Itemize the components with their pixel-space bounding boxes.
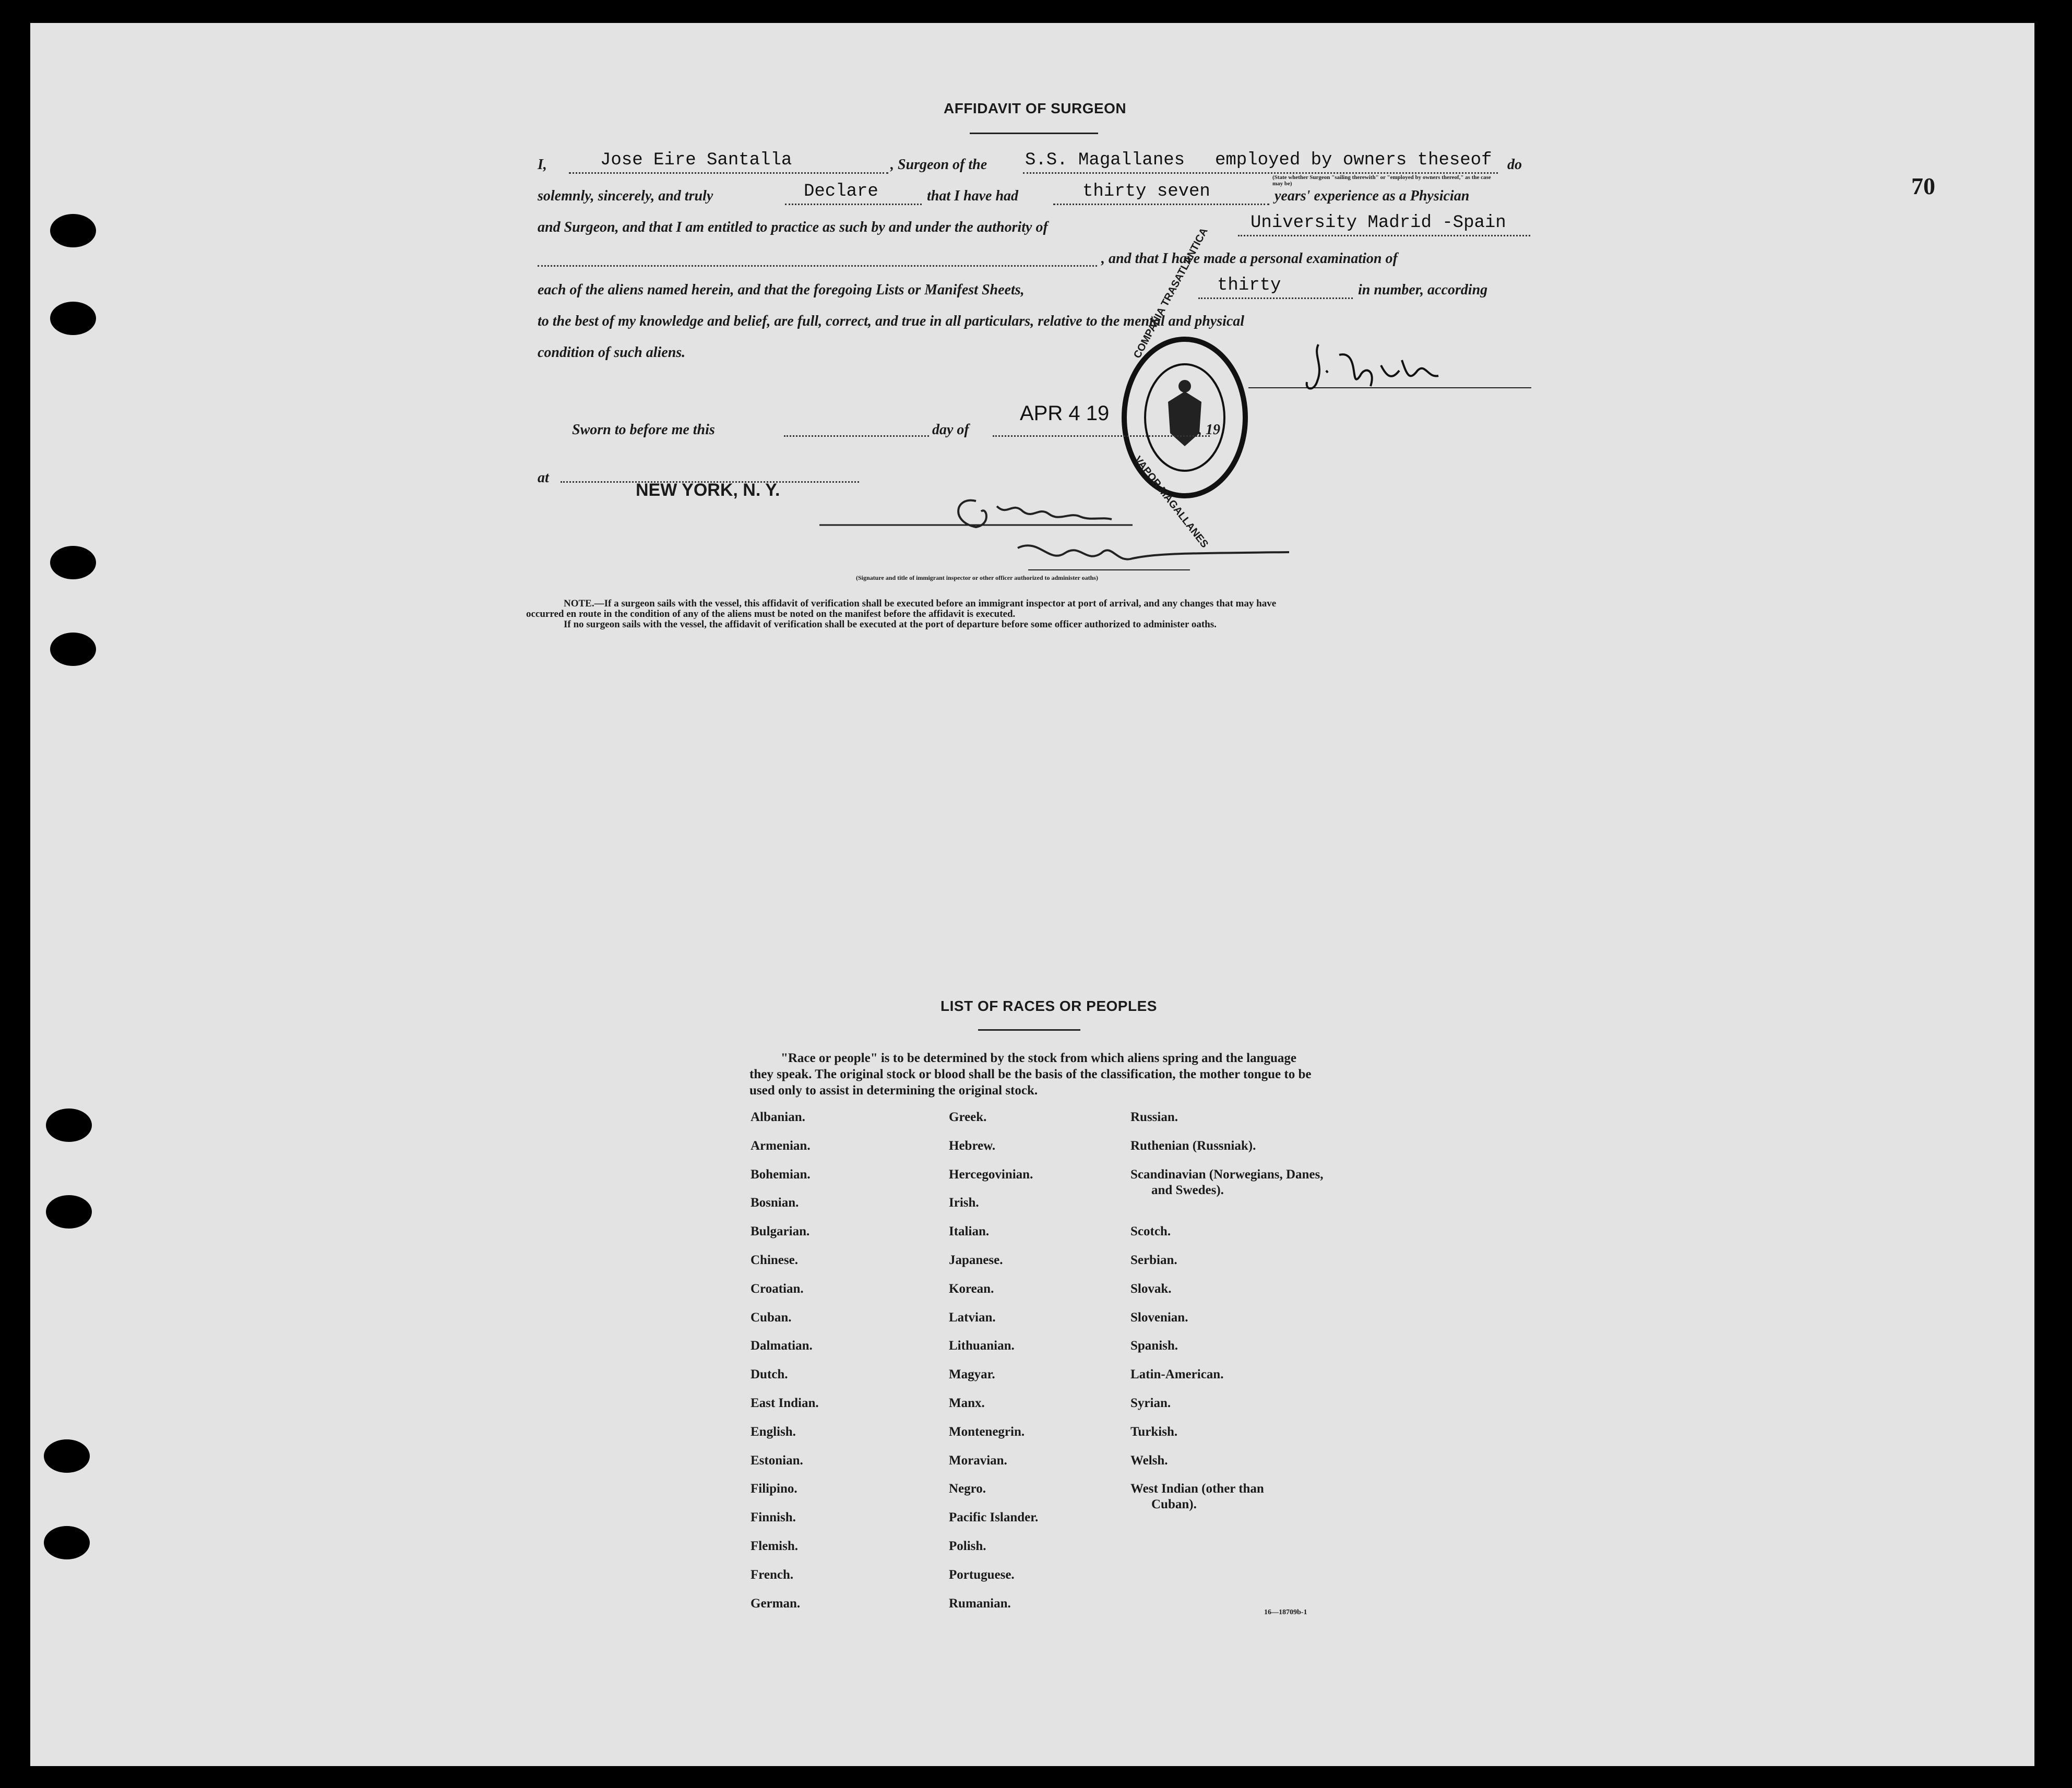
race-item: Polish. (949, 1539, 986, 1553)
race-item: Negro. (949, 1482, 986, 1496)
race-item: Bosnian. (751, 1196, 799, 1210)
race-item: Japanese. (949, 1253, 1003, 1267)
affidavit-text: , Surgeon of the (890, 157, 987, 173)
race-item: Italian. (949, 1224, 990, 1239)
races-title-underline (978, 1029, 1080, 1031)
affidavit-text: I, (538, 157, 547, 173)
race-item: Syrian. (1130, 1396, 1171, 1410)
races-column-3 (1130, 1110, 1329, 1539)
binder-hole (50, 633, 96, 666)
ship-name-field: S.S. Magallanes (1025, 150, 1185, 170)
affidavit-text: Sworn to before me this (572, 422, 715, 438)
race-item: Welsh. (1130, 1453, 1168, 1468)
race-item: Irish. (949, 1196, 979, 1210)
sheets-field: thirty (1217, 276, 1281, 295)
race-item: Russian. (1130, 1110, 1178, 1124)
race-item: Latin-American. (1130, 1367, 1224, 1382)
affidavit-text: condition of such aliens. (538, 344, 686, 361)
affidavit-text: at (538, 470, 549, 486)
race-item: Dutch. (751, 1367, 788, 1382)
surgeon-name-field: Jose Eire Santalla (600, 150, 792, 170)
affidavit-text: each of the aliens named herein, and that the foregoing Lists or Manifest Sheets, (538, 282, 1025, 298)
affidavit-text: , and that I have made a personal examination of (1101, 251, 1398, 267)
race-item: Dalmatian. (751, 1339, 813, 1353)
form-code: 16—18709b-1 (1264, 1608, 1307, 1616)
race-item: East Indian. (751, 1396, 819, 1410)
affidavit-text: and Surgeon, and that I am entitled to practice as such by and under the authority of (538, 219, 1048, 235)
race-item: Estonian. (751, 1453, 803, 1468)
race-item: French. (751, 1567, 794, 1582)
race-item: Rumanian. (949, 1596, 1011, 1611)
affidavit-text: that I have had (927, 188, 1019, 204)
affidavit-title: AFFIDAVIT OF SURGEON (944, 100, 1127, 116)
race-item: Scotch. (1130, 1224, 1171, 1239)
binder-hole (44, 1439, 90, 1473)
note-text: NOTE.—If a surgeon sails with the vessel, this affidavit of verification shall be executed before an immigrant inspector at port of arrival, and any changes that may have (564, 598, 1277, 609)
race-item: Greek. (949, 1110, 987, 1124)
race-item: Korean. (949, 1281, 994, 1296)
race-item: Bulgarian. (751, 1224, 810, 1239)
race-item: Pacific Islander. (949, 1510, 1039, 1525)
race-item: English. (751, 1424, 796, 1439)
race-item: Hebrew. (949, 1138, 996, 1153)
seal-text-top: COMPAÑIA TRASATLANTICA (1132, 226, 1210, 361)
race-item: Finnish. (751, 1510, 796, 1525)
affidavit-text: in number, according (1358, 282, 1488, 298)
sworn-date-stamp: APR 4 19 (1020, 402, 1110, 425)
seal-text-bottom: VAPOR MAGALLANES (1132, 454, 1211, 551)
employment-field: employed by owners theseof (1215, 150, 1492, 170)
race-item: Magyar. (949, 1367, 995, 1382)
binder-hole (50, 214, 96, 247)
race-item: Slovak. (1130, 1281, 1172, 1296)
binder-hole (44, 1526, 90, 1559)
years-field: thirty seven (1082, 182, 1210, 201)
authority-field: University Madrid -Spain (1251, 213, 1506, 233)
note-text: occurred en route in the condition of any of the aliens must be noted on the manifest before the affidavit is executed. (526, 609, 1016, 619)
affidavit-text: do (1507, 157, 1522, 173)
race-item: Portuguese. (949, 1567, 1015, 1582)
race-item: Moravian. (949, 1453, 1007, 1468)
affidavit-text: years' experience as a Physician (1275, 188, 1470, 204)
race-item: Albanian. (751, 1110, 805, 1124)
race-item: Chinese. (751, 1253, 798, 1267)
race-item: Flemish. (751, 1539, 798, 1553)
race-item: Turkish. (1130, 1424, 1178, 1439)
race-item: Spanish. (1130, 1339, 1178, 1353)
race-item: Ruthenian (Russniak). (1130, 1138, 1256, 1153)
race-item: Filipino. (751, 1482, 797, 1496)
race-item: West Indian (other than Cuban). (1130, 1482, 1264, 1512)
inspector-signature (819, 475, 1289, 585)
signature-caption: (Signature and title of immigrant inspector or other officer authorized to administer oaths) (856, 574, 1098, 581)
race-item: Montenegrin. (949, 1424, 1025, 1439)
affidavit-text: day of (932, 422, 969, 438)
race-item: Cuban. (751, 1310, 792, 1325)
affidavit-text: to the best of my knowledge and belief, are full, correct, and true in all particulars, relative to the mental and physical (538, 313, 1245, 329)
binder-hole (50, 302, 96, 335)
binder-hole (46, 1108, 92, 1142)
races-title: LIST OF RACES OR PEOPLES (940, 998, 1157, 1014)
races-intro: "Race or people" is to be determined by the stock from which aliens spring and the language they speak. The original stock or blood shall be the basis of the classification, the mother tongue to be used only to assist in determining the original stock. (749, 1051, 1312, 1098)
place-stamp: NEW YORK, N. Y. (636, 480, 780, 500)
race-item: Armenian. (751, 1138, 811, 1153)
race-item: Scandinavian (Norwegians, Danes, and Swedes). (1130, 1167, 1324, 1197)
race-item: Hercegovinian. (949, 1167, 1033, 1182)
binder-hole (46, 1195, 92, 1229)
note-text: If no surgeon sails with the vessel, the affidavit of verification shall be executed at the port of departure before some officer authorized to administer oaths. (564, 619, 1217, 630)
page-number: 70 (1911, 173, 1935, 199)
race-item: Bohemian. (751, 1167, 811, 1182)
race-item: Slovenian. (1130, 1310, 1188, 1325)
declare-field: Declare (804, 182, 878, 201)
title-underline (970, 133, 1098, 134)
race-item: Manx. (949, 1396, 985, 1410)
binder-hole (50, 546, 96, 579)
race-item: Serbian. (1130, 1253, 1177, 1267)
race-item: Croatian. (751, 1281, 804, 1296)
employment-hint: (State whether Surgeon "sailing therewith" or "employed by owners thereof," as the case may be) (1272, 174, 1491, 187)
races-column-2 (949, 1110, 1116, 1624)
race-item: German. (751, 1596, 801, 1611)
race-item: Lithuanian. (949, 1339, 1015, 1353)
affidavit-text: solemnly, sincerely, and truly (538, 188, 713, 204)
races-column-1 (751, 1110, 928, 1624)
race-item: Latvian. (949, 1310, 996, 1325)
surgeon-signature (1303, 334, 1459, 412)
affidavit-text: , 19 (1198, 422, 1220, 438)
